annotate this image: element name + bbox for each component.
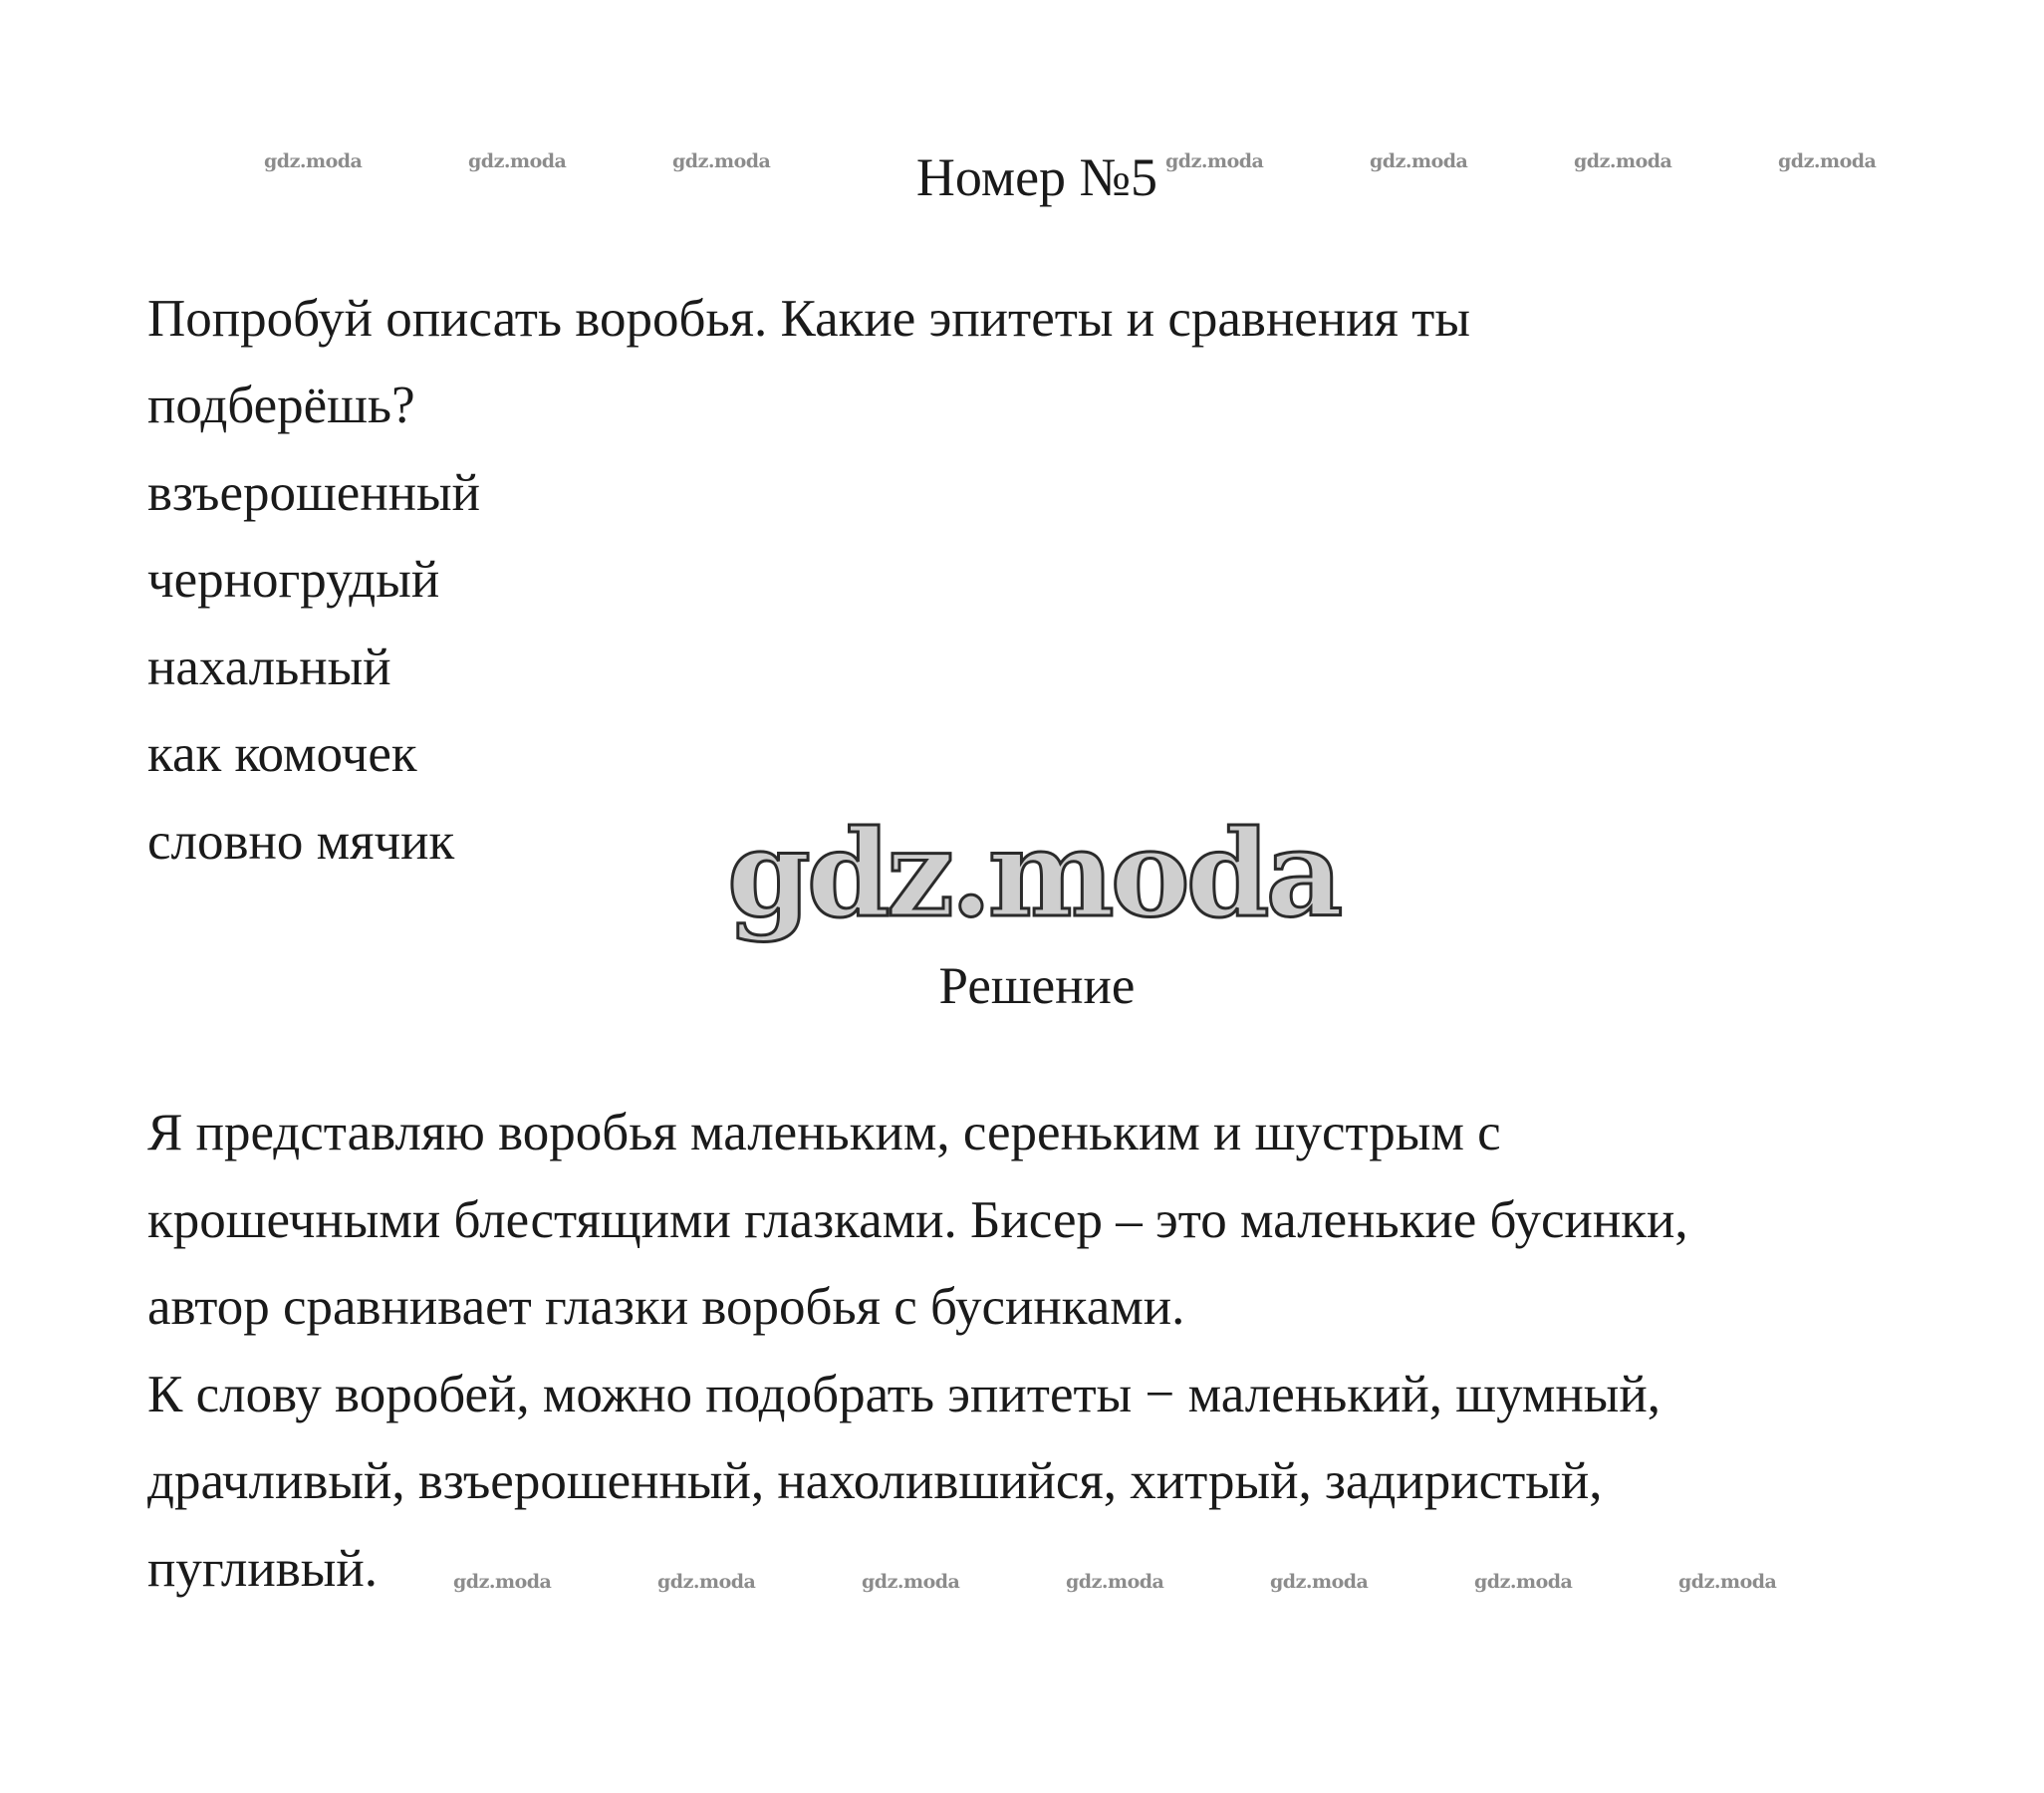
- watermark-text: gdz.moda: [468, 150, 567, 172]
- watermark-text: gdz.moda: [862, 1571, 960, 1593]
- task-line: как комочек: [147, 725, 417, 783]
- solution-heading: Решение: [938, 957, 1136, 1015]
- task-line: словно мячик: [147, 813, 455, 871]
- watermark-text: gdz.moda: [1370, 150, 1468, 172]
- solution-line: драчливый, взъерошенный, нахолившийся, хитрый, задиристый,: [147, 1452, 1603, 1510]
- watermark-text: gdz.moda: [1778, 150, 1877, 172]
- watermark-text: gdz.moda: [453, 1571, 552, 1593]
- watermark-text: gdz.moda: [1270, 1571, 1369, 1593]
- task-line: подберёшь?: [147, 377, 415, 434]
- task-line: Попробуй описать воробья. Какие эпитеты и сравнения ты: [147, 290, 1470, 348]
- task-line: черногрудый: [147, 551, 440, 609]
- solution-line: К слову воробей, можно подобрать эпитеты − маленький, шумный,: [147, 1366, 1661, 1423]
- watermark-logo: gdz.moda: [727, 804, 1340, 944]
- watermark-text: gdz.moda: [1474, 1571, 1573, 1593]
- solution-line: автор сравнивает глазки воробья с бусинками.: [147, 1278, 1185, 1336]
- watermark-text: gdz.moda: [1574, 150, 1672, 172]
- task-line: взъерошенный: [147, 464, 481, 522]
- watermark-text: gdz.moda: [1066, 1571, 1164, 1593]
- task-line: нахальный: [147, 639, 391, 696]
- solution-line: Я представляю воробья маленьким, сереньким и шустрым с: [147, 1104, 1501, 1161]
- watermark-text: gdz.moda: [1678, 1571, 1777, 1593]
- watermark-text: gdz.moda: [672, 150, 771, 172]
- watermark-text: gdz.moda: [264, 150, 363, 172]
- watermark-text: gdz.moda: [657, 1571, 756, 1593]
- page-title: Номер №5: [915, 147, 1158, 207]
- solution-line: крошечными блестящими глазками. Бисер – это маленькие бусинки,: [147, 1191, 1688, 1249]
- watermark-text: gdz.moda: [1165, 150, 1264, 172]
- solution-line: пугливый.: [147, 1540, 378, 1598]
